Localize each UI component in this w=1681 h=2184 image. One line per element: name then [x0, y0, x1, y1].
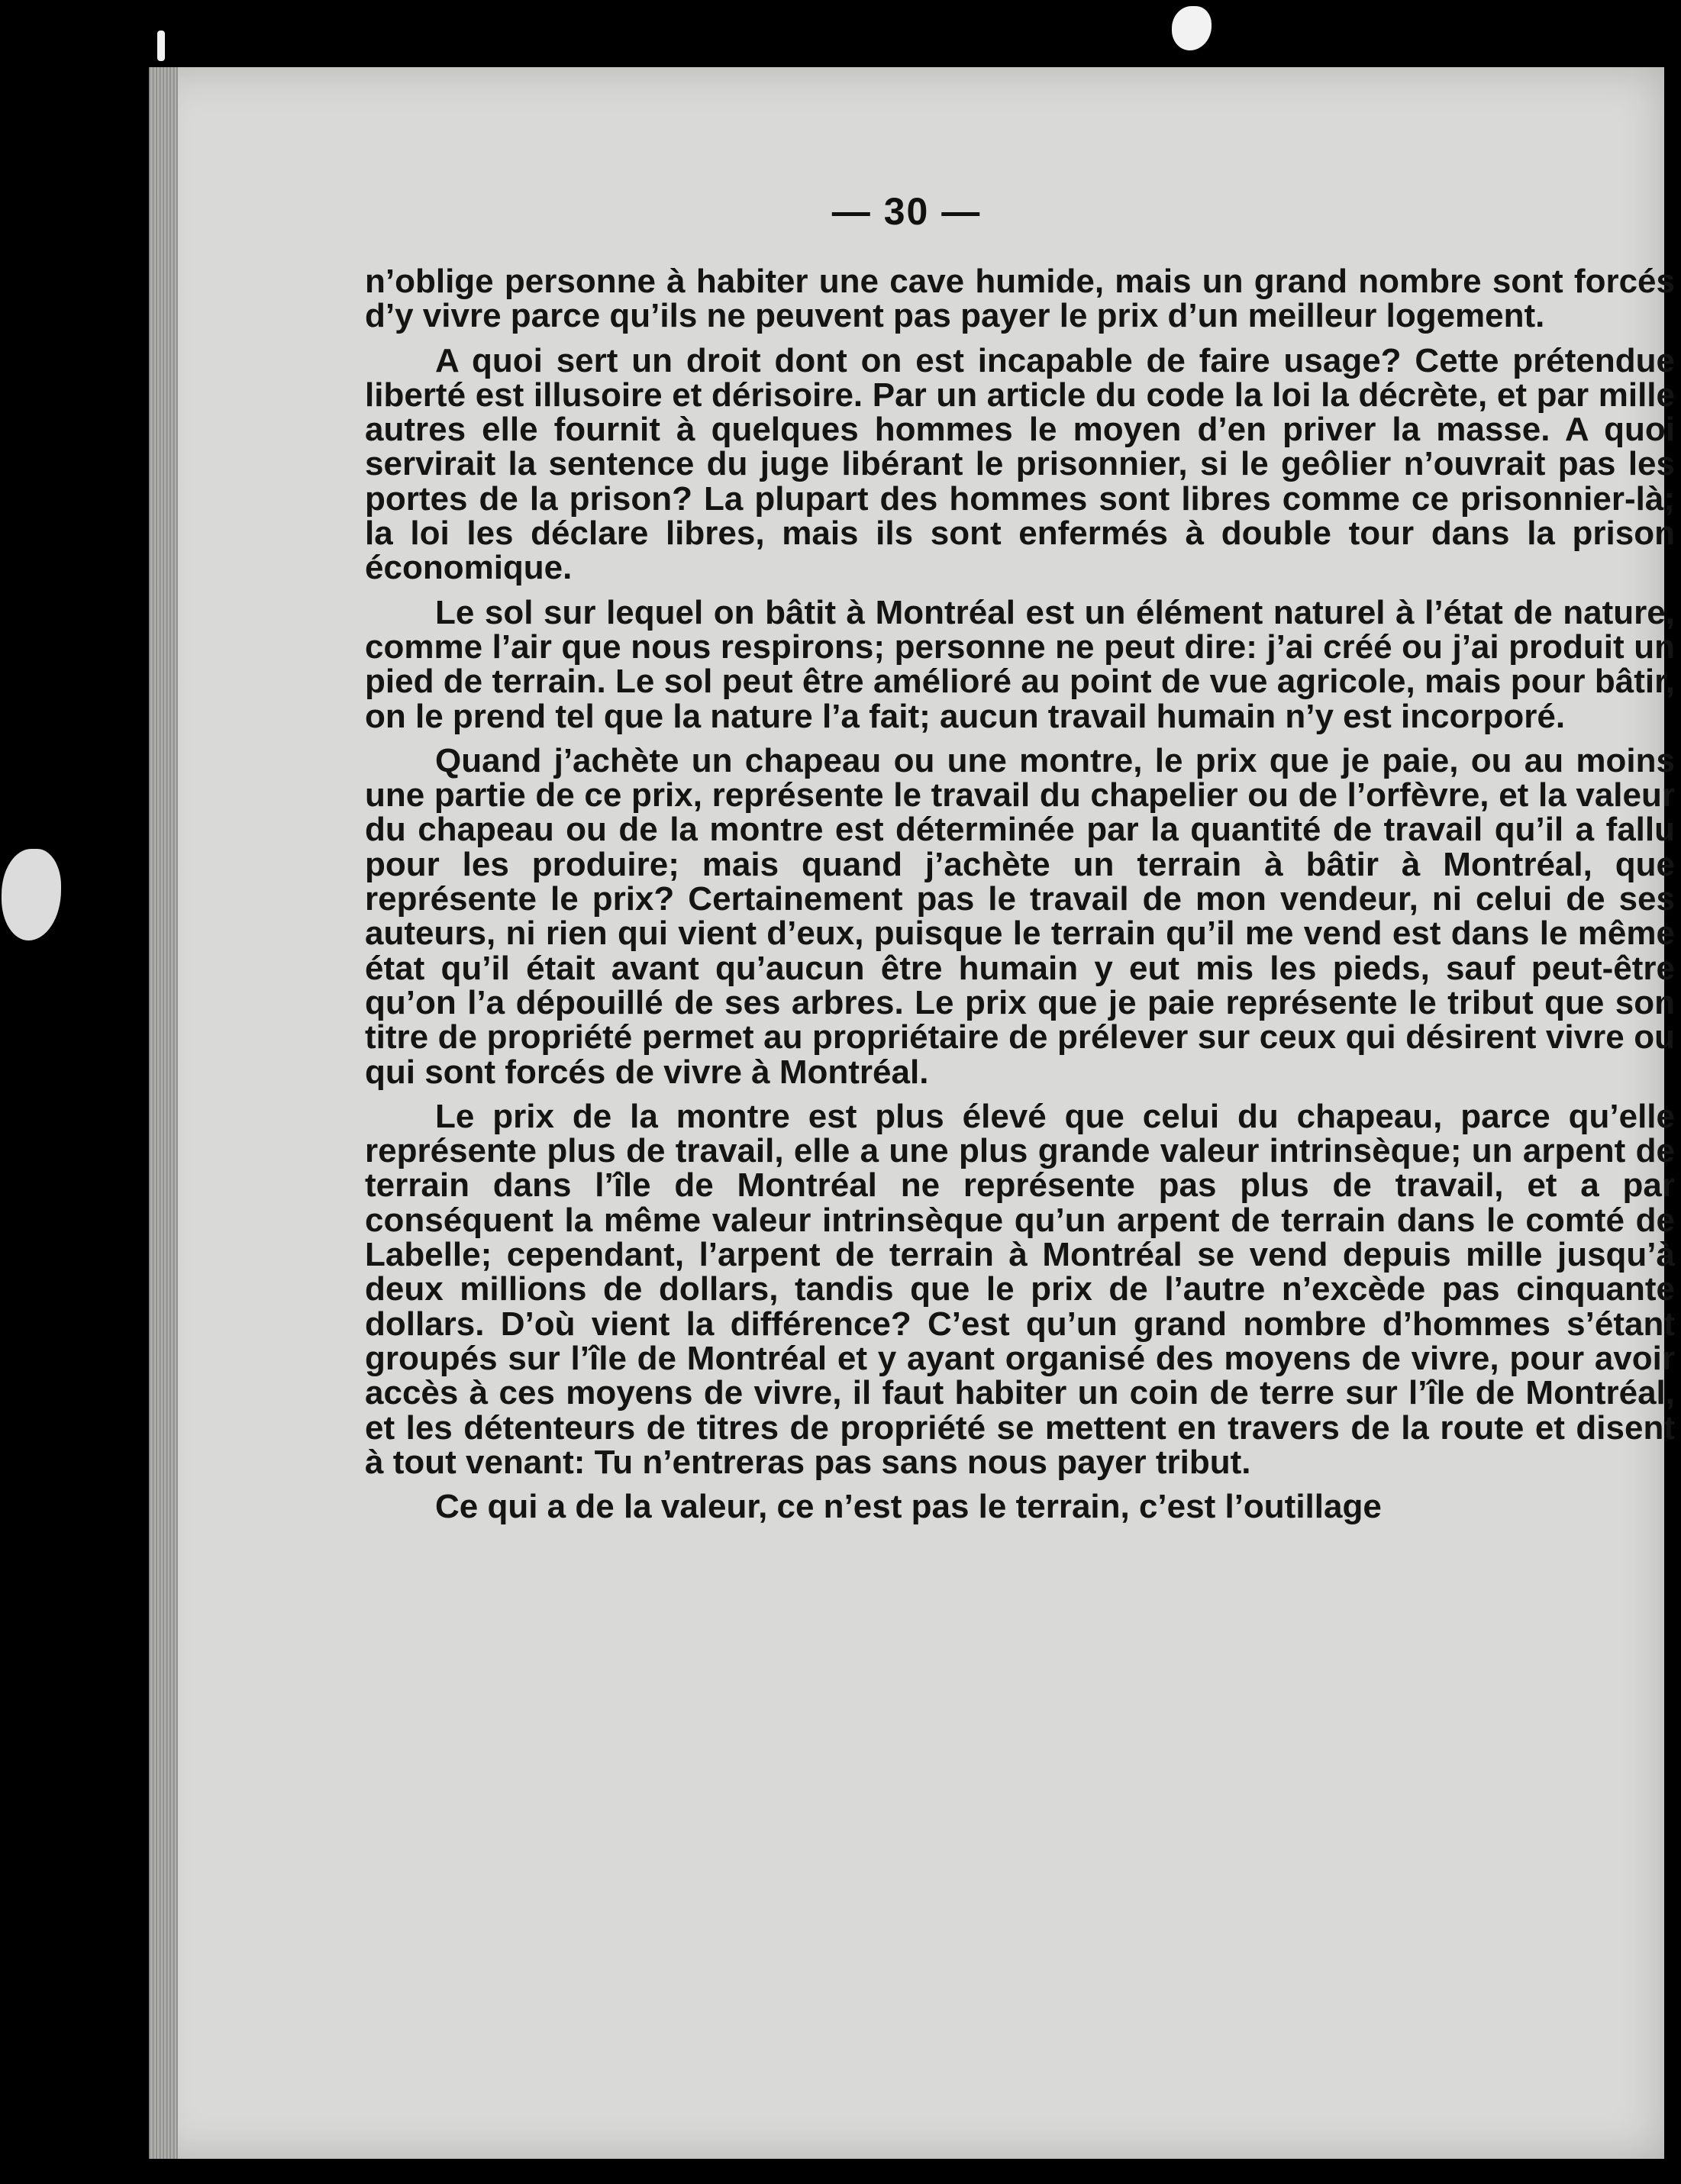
paper-speck [1172, 6, 1212, 50]
paragraph: n’oblige personne à habiter une cave humide, mais un grand nombre sont forcés d’y vivre parce qu’ils ne peuvent pas payer le prix d’un meilleur logement. [365, 263, 1675, 335]
paragraph: Le prix de la montre est plus élevé que celui du chapeau, parce qu’elle représente plus de travail, elle a une plus grande valeur intrinsèque; un arpent de terrain dans l’île de Montréal ne représente pas plus de travail, et a par conséquent la même valeur intrinsèque qu’un arpent de terrain dans le comté de Labelle; cependant, l’arpent de terrain à Montréal se vend depuis mille jusqu’à deux millions de dollars, tandis que le prix de l’autre n’excède pas cinquante dollars. D’où vient la différence? C’est qu’un grand nombre d’hommes s’étant groupés sur l’île de Montréal et y ayant organisé des moyens de vivre, pour avoir accès à ces moyens de vivre, il faut habiter un coin de terre sur l’île de Montréal, et les détenteurs de titres de propriété se mettent en travers de la route et disent à tout venant: Tu n’entreras pas sans nous payer tribut. [365, 1097, 1675, 1481]
paper-speck [2, 849, 61, 940]
page-number: — 30 — [831, 190, 982, 233]
paragraph: Le sol sur lequel on bâtit à Montréal est un élément naturel à l’état de nature, comme l’air que nous respirons; personne ne peut dire: j’ai créé ou j’ai produit un pied de terrain. Le sol peut être amélioré au point de vue agricole, mais pour bâtir, on le prend tel que la nature l’a fait; aucun travail humain n’y est incorporé. [365, 593, 1675, 735]
paragraph: Ce qui a de la valeur, ce n’est pas le terrain, c’est l’outillage [435, 1488, 1382, 1526]
page-binding-edge [149, 67, 178, 2159]
scanned-page [149, 67, 1675, 2159]
paper-speck [157, 31, 165, 61]
paragraph: Quand j’achète un chapeau ou une montre, le prix que je paie, ou au moins une partie de ce prix, représente le travail du chapelier ou de l’orfèvre, et la valeur du chapeau ou de la montre est déterminée par la quantité de travail qu’il a fallu pour les produire; mais quand j’achète un terrain à bâtir à Montréal, que représente le prix? Certainement pas le travail de mon vendeur, ni celui de ses auteurs, ni rien qui vient d’eux, puisque le terrain qu’il me vend est dans le même état qu’il était avant qu’aucun être humain y eut mis les pieds, sauf peut-être qu’on l’a dépouillé de ses arbres. Le prix que je paie représente le tribut que son titre de propriété permet au propriétaire de prélever sur ceux qui désirent vivre ou qui sont forcés de vivre à Montréal. [365, 741, 1675, 1091]
page-body [365, 264, 1675, 1534]
paragraph: A quoi sert un droit dont on est incapable de faire usage? Cette prétendue liberté est illusoire et dérisoire. Par un article du code la loi la décrète, et par mille autres elle fournit à quelques hommes le moyen d’en priver la masse. A quoi servirait la sentence du juge libérant le prisonnier, si le geôlier n’ouvrait pas les portes de la prison? La plupart des hommes sont libres comme ce prisonnier-là; la loi les déclare libres, mais ils sont enfermés à double tour dans la prison économique. [365, 341, 1675, 587]
